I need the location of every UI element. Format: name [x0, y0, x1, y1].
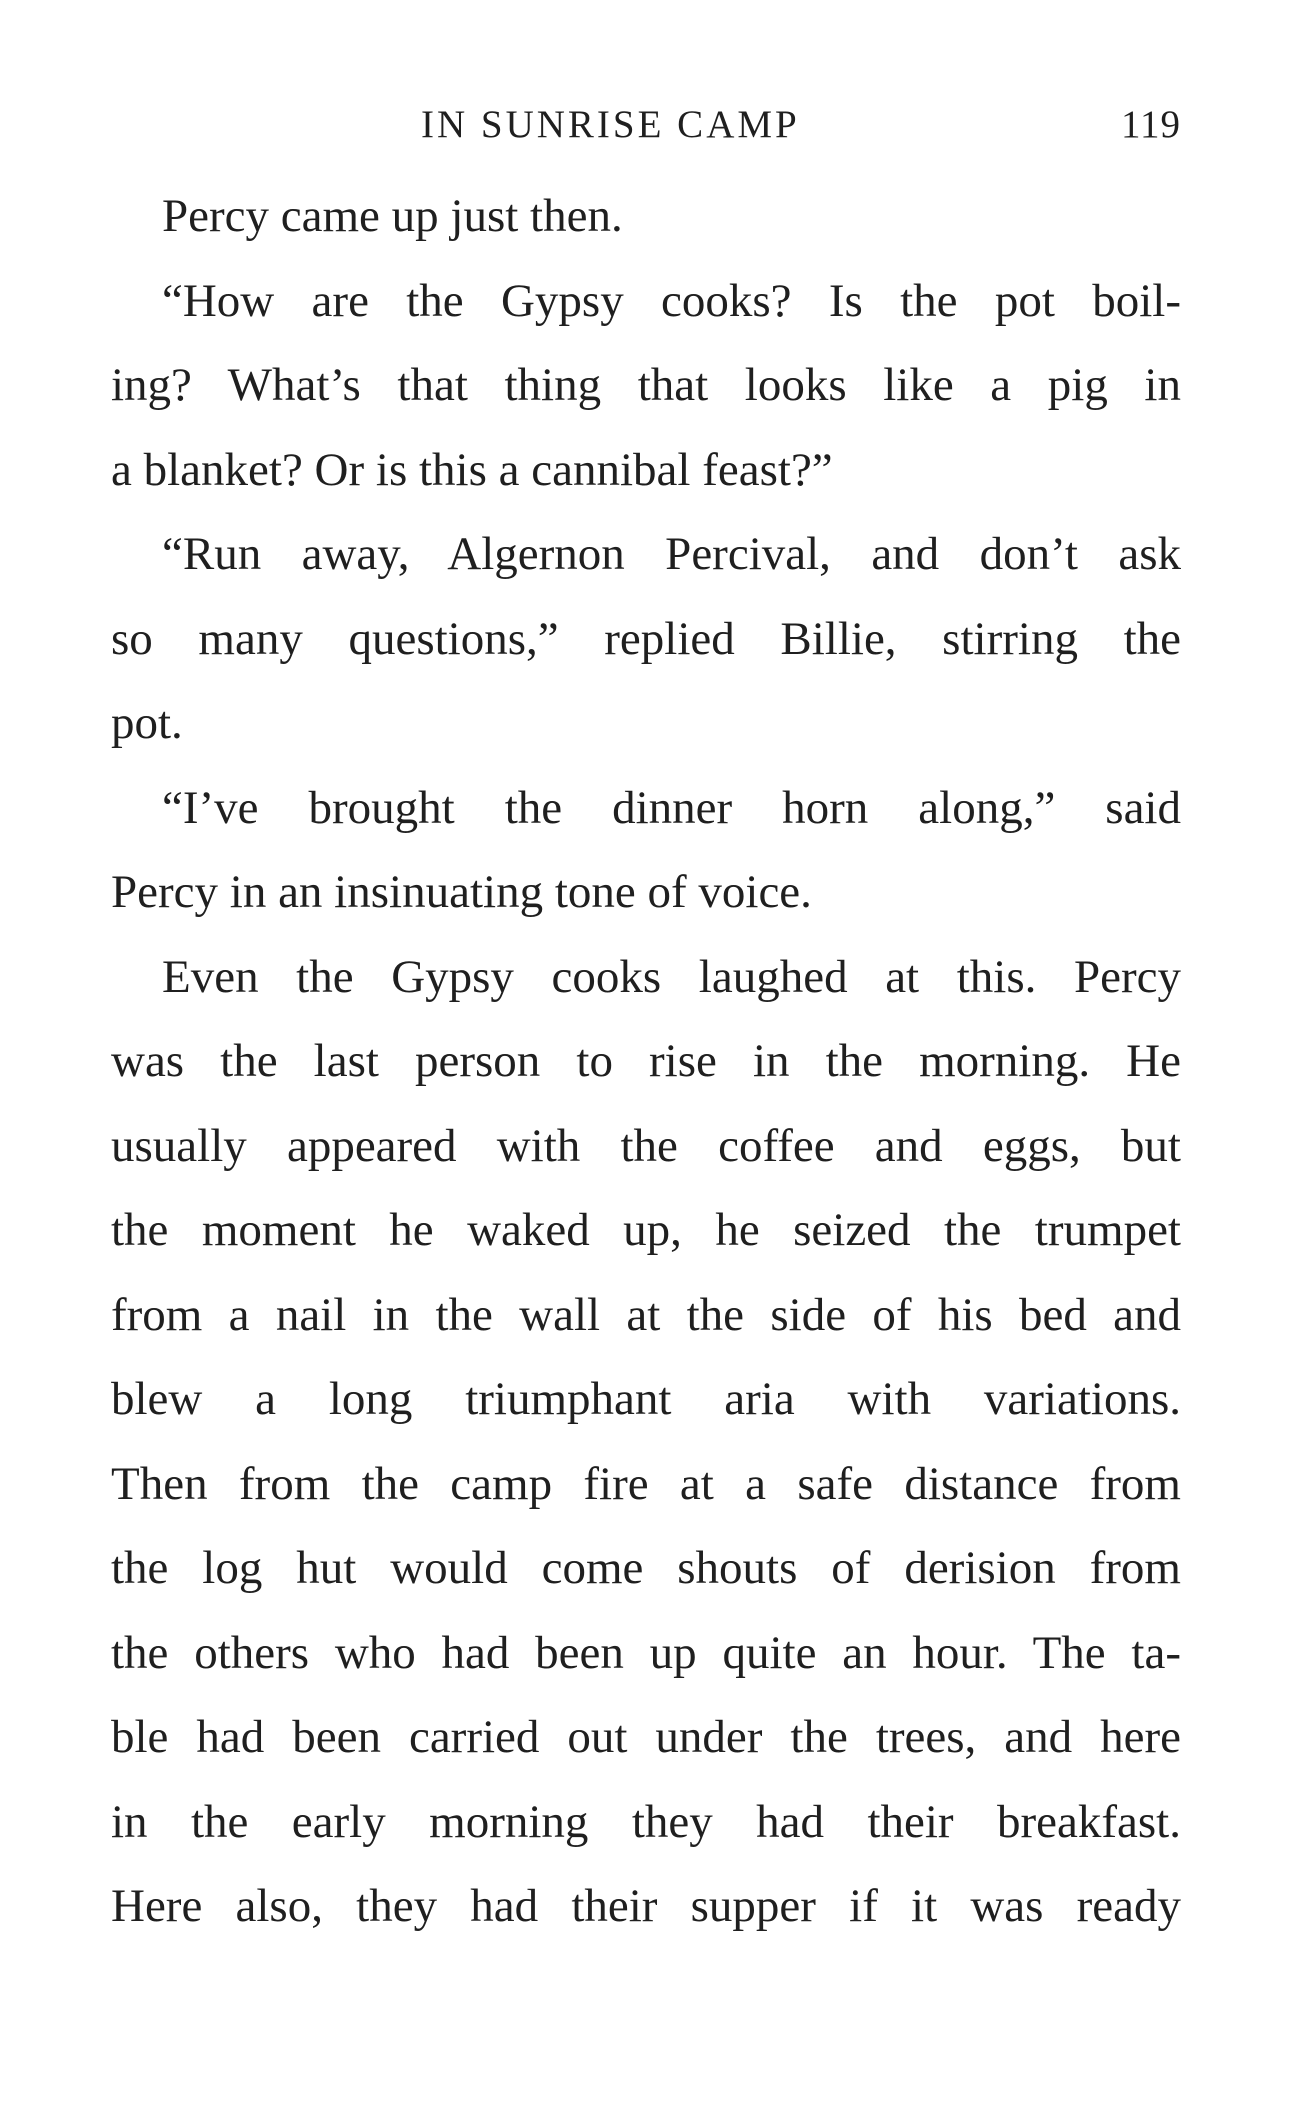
text-line: usually appeared with the coffee and eggs, but: [111, 1119, 1181, 1172]
text-line: Here also, they had their supper if it was ready: [111, 1880, 1181, 1932]
text-line: the others who had been up quite an hour. The ta-: [111, 1626, 1181, 1679]
text-line: was the last person to rise in the morning. He: [111, 1035, 1181, 1087]
text-line: “Run away, Algernon Percival, and don’t ask: [162, 528, 1181, 580]
text-line: the log hut would come shouts of derision from: [111, 1542, 1181, 1594]
text-line: Percy in an insinuating tone of voice.: [111, 866, 812, 918]
text-line: pot.: [111, 697, 183, 749]
text-line: a blanket? Or is this a cannibal feast?”: [111, 443, 833, 496]
text-line: so many questions,” replied Billie, stirring the: [111, 612, 1181, 665]
text-line: “How are the Gypsy cooks? Is the pot boil-: [162, 274, 1181, 327]
text-line: from a nail in the wall at the side of his bed and: [111, 1288, 1181, 1341]
text-line: Even the Gypsy cooks laughed at this. Percy: [162, 950, 1181, 1003]
text-line: in the early morning they had their breakfast.: [111, 1795, 1181, 1848]
body-text: [111, 183, 1181, 1958]
running-head: [111, 102, 1181, 152]
text-line: ble had been carried out under the trees, and here: [111, 1711, 1181, 1763]
text-line: “I’ve brought the dinner horn along,” said: [162, 781, 1181, 834]
text-line: ing? What’s that thing that looks like a pig in: [111, 359, 1181, 411]
page-number: 119: [1120, 103, 1181, 146]
text-line: Then from the camp fire at a safe distance from: [111, 1457, 1181, 1510]
text-line: the moment he waked up, he seized the trumpet: [111, 1204, 1181, 1256]
text-line: blew a long triumphant aria with variations.: [111, 1373, 1181, 1425]
text-line: Percy came up just then.: [162, 190, 623, 242]
running-title: IN SUNRISE CAMP: [421, 103, 800, 146]
